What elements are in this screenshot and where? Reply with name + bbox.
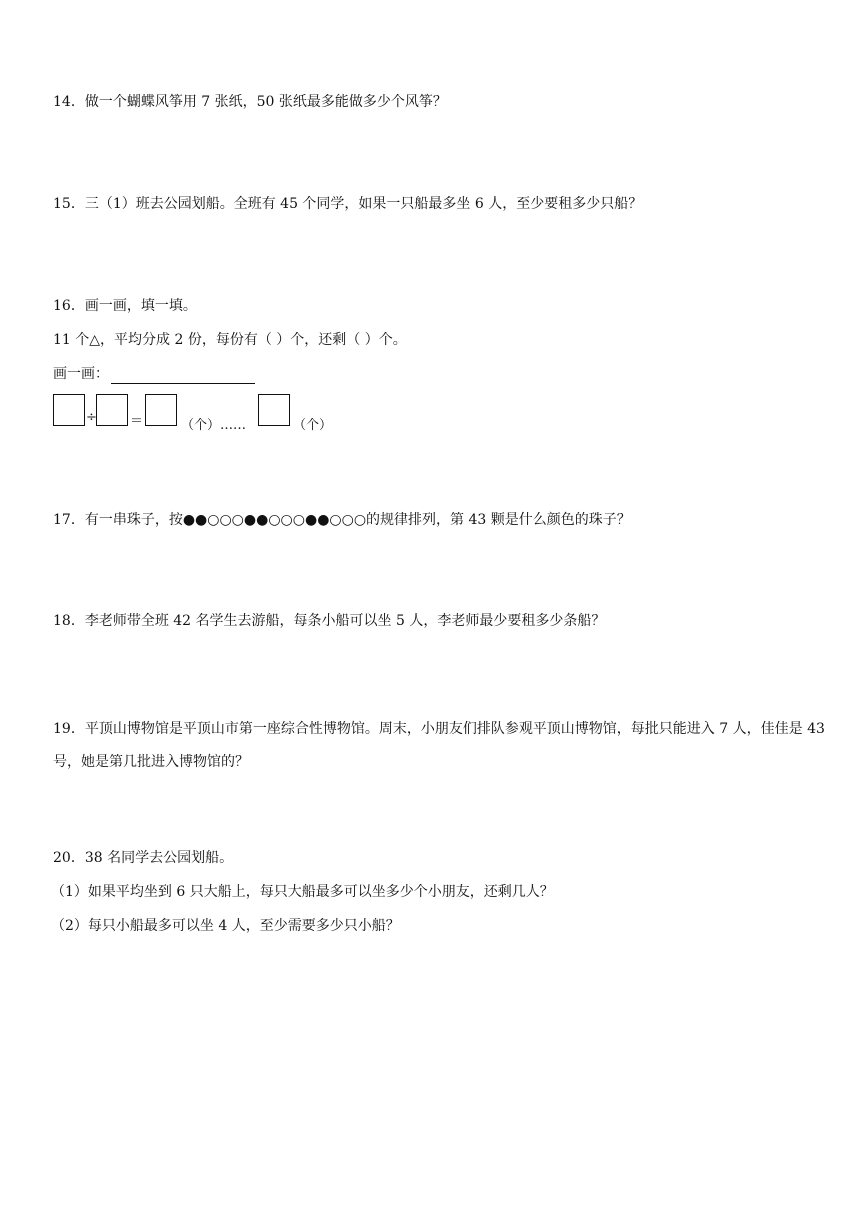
divisor-box[interactable] [96, 394, 128, 426]
dividend-box[interactable] [53, 394, 85, 426]
question-18: 18．李老师带全班 42 名学生去游船，每条小船可以坐 5 人，李老师最少要租多少条船？ [53, 613, 606, 629]
question-16-draw-row [53, 364, 255, 384]
question-19: 19．平顶山博物馆是平顶山市第一座综合性博物馆。周末，小朋友们排队参观平顶山博物馆，每批只能进入 7 人，佳佳是 43 号，她是第几批进入博物馆的？ [53, 721, 825, 770]
remainder-box[interactable] [258, 394, 290, 426]
draw-label: 画一画： [53, 366, 109, 382]
equals-sign: ＝ [130, 414, 144, 429]
question-15: 15．三（1）班去公园划船。全班有 45 个同学，如果一只船最多坐 6 人，至少要租多少只船？ [53, 196, 643, 212]
question-16-text: 11 个△，平均分成 2 份，每份有（ ）个，还剩（ ）个。 [53, 332, 407, 348]
question-20-title: 20．38 名同学去公园划船。 [53, 850, 234, 866]
quotient-box[interactable] [145, 394, 177, 426]
question-20-part-1: （1）如果平均坐到 6 只大船上，每只大船最多可以坐多少个小朋友，还剩几人？ [51, 884, 554, 900]
remainder-unit: （个） [293, 418, 333, 433]
question-17: 17．有一串珠子，按●●○○○●●○○○●●○○○的规律排列，第 43 颗是什么颜色的珠子？ [53, 512, 631, 528]
quotient-unit: （个）…… [181, 418, 247, 433]
question-20-part-2: （2）每只小船最多可以坐 4 人，至少需要多少只小船？ [51, 918, 400, 934]
question-14: 14．做一个蝴蝶风筝用 7 张纸，50 张纸最多能做多少个风筝？ [53, 94, 447, 110]
divide-sign: ÷ [86, 410, 97, 425]
draw-answer-line[interactable] [111, 369, 255, 384]
question-16-title: 16．画一画，填一填。 [53, 298, 197, 314]
